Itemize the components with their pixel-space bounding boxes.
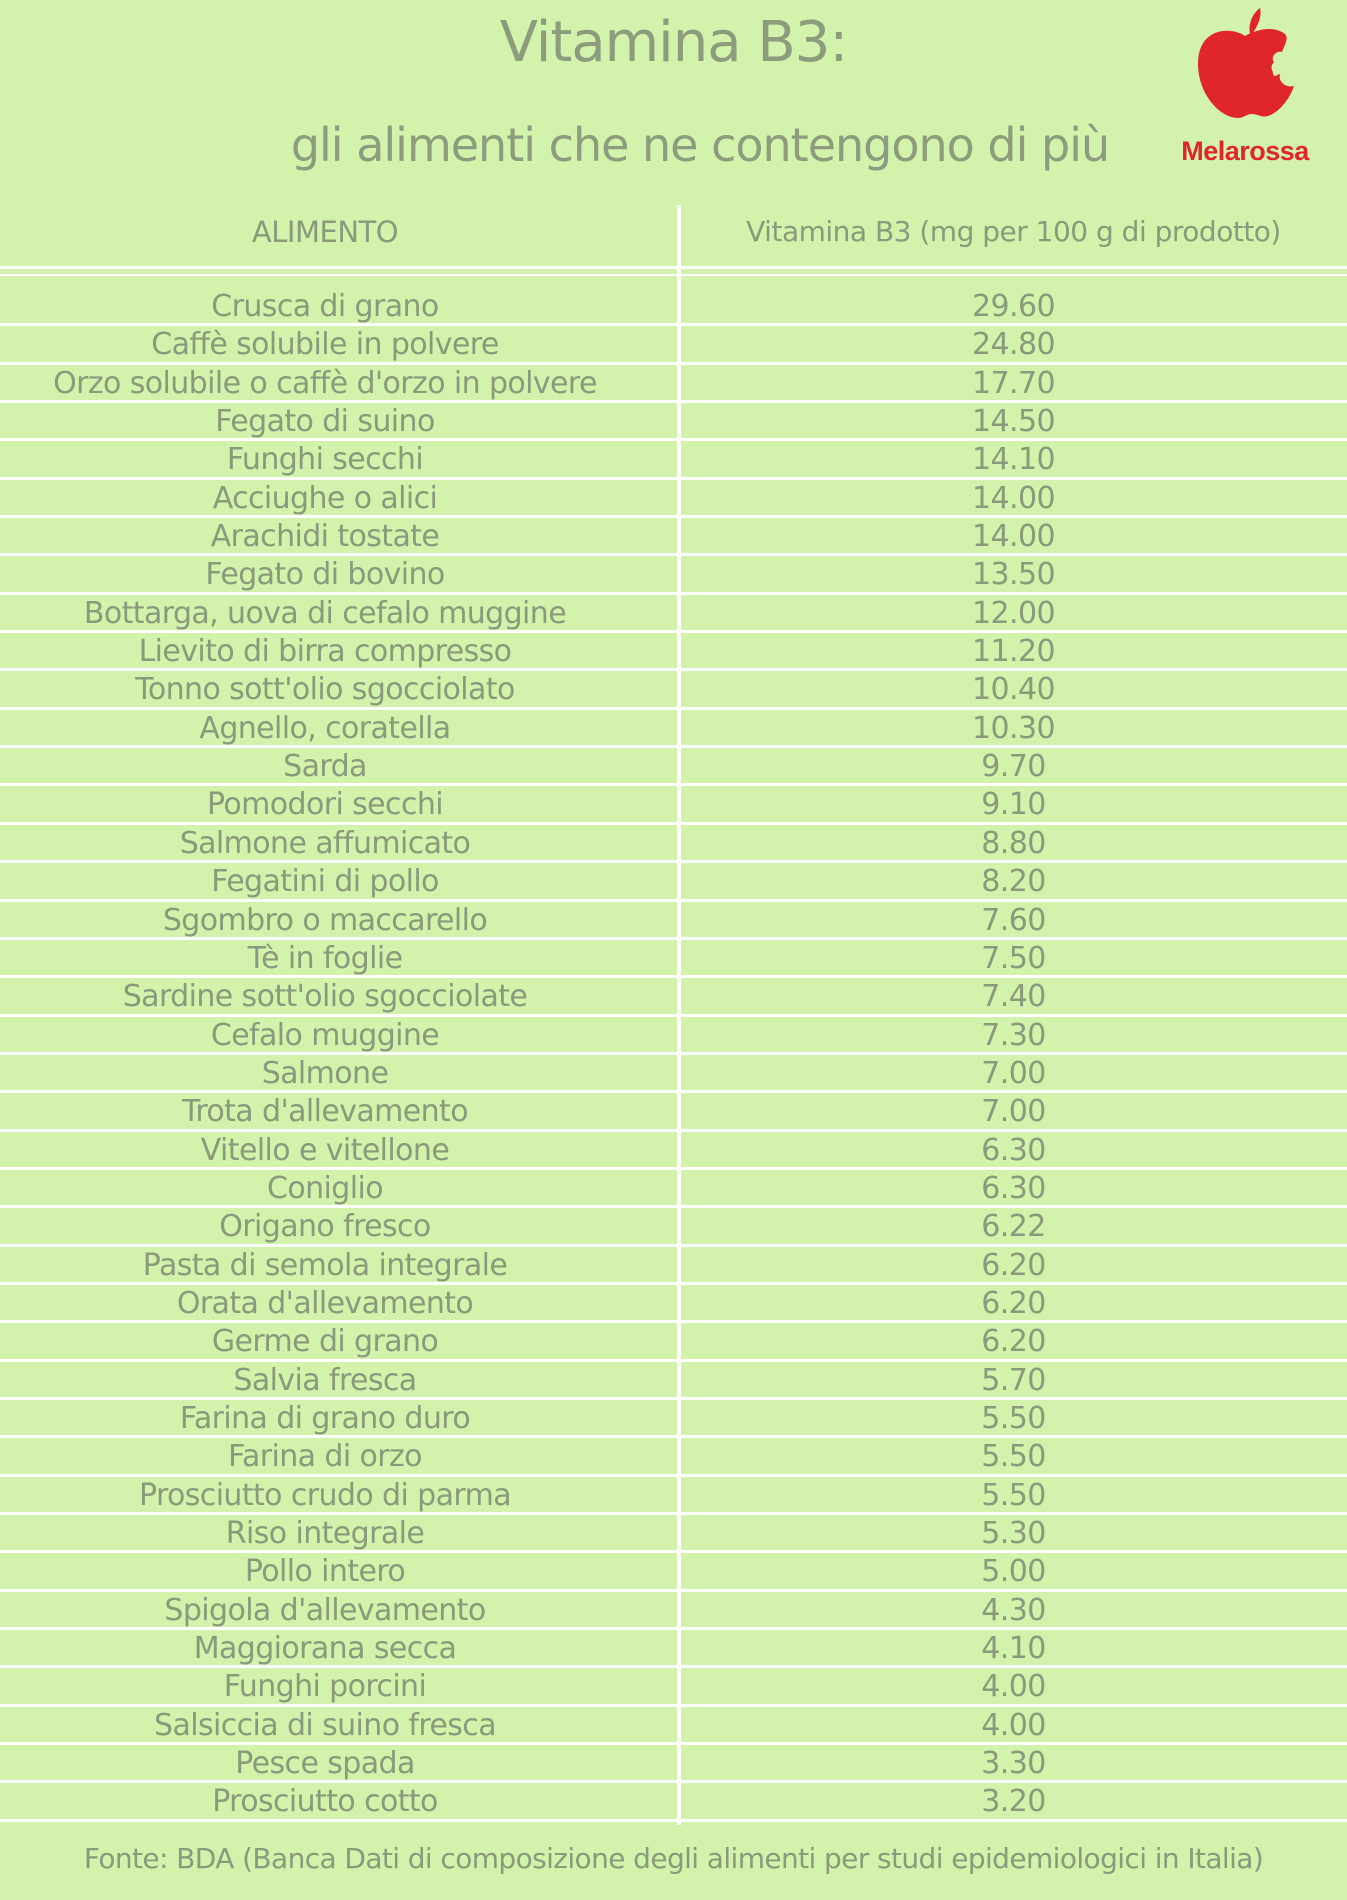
- page-title: Vitamina B3:: [499, 10, 848, 75]
- table-row: [0, 1017, 1347, 1055]
- vitamin-value: 7.60: [981, 902, 1046, 938]
- food-name: Salmone affumicato: [179, 825, 471, 861]
- vitamin-value: 5.70: [981, 1362, 1046, 1398]
- vitamin-value: 6.30: [981, 1132, 1046, 1168]
- vitamin-value: 12.00: [972, 595, 1055, 631]
- table-row: [0, 1515, 1347, 1553]
- table-row: [0, 1400, 1347, 1438]
- header-divider-secondary: [0, 274, 1347, 276]
- vitamin-value: 7.40: [981, 979, 1046, 1015]
- food-name: Pasta di semola integrale: [142, 1247, 508, 1283]
- vitamin-value: 14.00: [972, 519, 1055, 555]
- table-row: [0, 556, 1347, 594]
- table-row: [0, 1285, 1347, 1323]
- food-name: Orzo solubile o caffè d'orzo in polvere: [53, 365, 597, 401]
- food-name: Riso integrale: [225, 1516, 425, 1551]
- food-name: Spigola d'allevamento: [164, 1592, 486, 1628]
- food-name: Bottarga, uova di cefalo muggine: [83, 595, 567, 631]
- food-name: Arachidi tostate: [210, 519, 440, 555]
- table-row: [0, 633, 1347, 671]
- table-row: [0, 1362, 1347, 1400]
- food-name: Prosciutto crudo di parma: [138, 1477, 511, 1513]
- vitamin-value: 11.20: [972, 634, 1055, 670]
- vitamin-value: 24.80: [972, 327, 1055, 363]
- table-header: [0, 205, 1347, 265]
- food-name: Salmone: [261, 1055, 389, 1091]
- food-name: Lievito di birra compresso: [138, 634, 512, 670]
- vitamin-value: 7.00: [981, 1055, 1046, 1091]
- table-row: [0, 480, 1347, 518]
- table-row: [0, 1592, 1347, 1630]
- vitamin-value: 14.10: [972, 442, 1055, 478]
- vitamin-value: 17.70: [972, 365, 1055, 401]
- column-divider: [677, 205, 681, 1825]
- food-name: Sarda: [283, 749, 367, 785]
- table-row: [0, 1055, 1347, 1093]
- page-subtitle: gli alimenti che ne contengono di più: [290, 118, 1110, 172]
- vitamin-value: 10.40: [972, 672, 1055, 708]
- table-row: [0, 978, 1347, 1016]
- table-row: [0, 940, 1347, 978]
- food-name: Fegatini di pollo: [211, 864, 439, 900]
- food-name: Origano fresco: [219, 1209, 431, 1245]
- food-name: Pollo intero: [244, 1554, 406, 1590]
- brand-name: Melarossa: [1181, 136, 1309, 166]
- vitamin-value: 29.60: [972, 289, 1055, 324]
- food-name: Acciughe o alici: [212, 480, 438, 516]
- food-name: Coniglio: [267, 1170, 383, 1206]
- vitamin-value: 5.50: [981, 1439, 1046, 1475]
- food-name: Farina di orzo: [228, 1439, 422, 1475]
- food-name: Agnello, coratella: [199, 710, 451, 746]
- vitamin-value: 8.80: [981, 825, 1046, 861]
- table-row: [0, 1668, 1347, 1706]
- food-name: Funghi porcini: [223, 1669, 427, 1705]
- food-name: Crusca di grano: [211, 289, 439, 324]
- vitamin-value: 13.50: [972, 557, 1055, 593]
- vitamin-value: 3.30: [981, 1746, 1046, 1782]
- food-name: Germe di grano: [211, 1324, 439, 1360]
- table-row: [0, 288, 1347, 326]
- table-row: [0, 710, 1347, 748]
- table-row: [0, 1247, 1347, 1285]
- table-body: [0, 288, 1347, 1822]
- vitamin-value: 5.00: [981, 1554, 1046, 1590]
- food-name: Tè in foglie: [247, 940, 403, 976]
- table-row: [0, 441, 1347, 479]
- food-name: Prosciutto cotto: [212, 1784, 438, 1820]
- vitamin-value: 5.50: [981, 1477, 1046, 1513]
- table-row: [0, 825, 1347, 863]
- vitamin-value: 7.50: [981, 940, 1046, 976]
- table-row: [0, 1707, 1347, 1745]
- table-row: [0, 1132, 1347, 1170]
- food-name: Cefalo muggine: [210, 1017, 440, 1053]
- food-name: Maggiorana secca: [193, 1631, 457, 1667]
- vitamin-value: 8.20: [981, 864, 1046, 900]
- vitamin-value: 6.20: [981, 1285, 1046, 1321]
- vitamin-value: 4.30: [981, 1592, 1046, 1628]
- food-name: Orata d'allevamento: [176, 1285, 474, 1321]
- table-row: [0, 786, 1347, 824]
- melarossa-logo[interactable]: [1160, 6, 1330, 166]
- food-name: Caffè solubile in polvere: [151, 327, 499, 363]
- food-name: Tonno sott'olio sgocciolato: [135, 672, 515, 708]
- vitamin-value: 6.20: [981, 1324, 1046, 1360]
- vitamin-value: 4.00: [981, 1669, 1046, 1705]
- table-row: [0, 1745, 1347, 1783]
- food-name: Salvia fresca: [233, 1362, 417, 1398]
- table-row: [0, 403, 1347, 441]
- source-note: Fonte: BDA (Banca Dati di composizione degli alimenti per studi epidemiologici in Italia): [83, 1842, 1264, 1875]
- apple-icon: [1190, 6, 1300, 126]
- table-row: [0, 1783, 1347, 1821]
- table-row: [0, 326, 1347, 364]
- food-name: Pomodori secchi: [207, 787, 443, 823]
- table-row: [0, 671, 1347, 709]
- vitamin-value: 7.30: [981, 1017, 1046, 1053]
- header-divider: [0, 266, 1347, 269]
- column-header-vitamin: Vitamina B3 (mg per 100 g di prodotto): [746, 215, 1281, 248]
- vitamin-value: 14.00: [972, 480, 1055, 516]
- food-name: Salsiccia di suino fresca: [154, 1707, 496, 1743]
- vitamin-value: 9.10: [981, 787, 1046, 823]
- vitamin-value: 3.20: [981, 1784, 1046, 1820]
- table-row: [0, 863, 1347, 901]
- table-row: [0, 595, 1347, 633]
- food-name: Vitello e vitellone: [200, 1132, 450, 1168]
- column-header-food: ALIMENTO: [251, 215, 399, 249]
- food-name: Farina di grano duro: [179, 1400, 471, 1436]
- table-row: [0, 902, 1347, 940]
- vitamin-value: 5.50: [981, 1400, 1046, 1436]
- food-name: Sgombro o maccarello: [162, 902, 488, 938]
- food-name: Pesce spada: [235, 1746, 415, 1782]
- table-row: [0, 365, 1347, 403]
- food-name: Fegato di suino: [215, 404, 435, 440]
- table-row: [0, 1093, 1347, 1131]
- vitamin-value: 6.20: [981, 1247, 1046, 1283]
- table-row: [0, 1208, 1347, 1246]
- vitamin-value: 14.50: [972, 404, 1055, 440]
- table-row: [0, 518, 1347, 556]
- table-row: [0, 1323, 1347, 1361]
- food-name: Fegato di bovino: [205, 557, 445, 593]
- vitamin-value: 5.30: [981, 1516, 1046, 1551]
- table-row: [0, 1553, 1347, 1591]
- vitamin-value: 10.30: [972, 710, 1055, 746]
- vitamin-value: 4.10: [981, 1631, 1046, 1667]
- table-row: [0, 748, 1347, 786]
- vitamin-value: 9.70: [981, 749, 1046, 785]
- table-row: [0, 1438, 1347, 1476]
- food-name: Trota d'allevamento: [182, 1094, 468, 1130]
- table-row: [0, 1170, 1347, 1208]
- food-name: Sardine sott'olio sgocciolate: [122, 979, 528, 1015]
- table-row: [0, 1477, 1347, 1515]
- vitamin-value: 6.22: [981, 1209, 1046, 1245]
- vitamin-value: 7.00: [981, 1094, 1046, 1130]
- vitamin-value: 4.00: [981, 1707, 1046, 1743]
- table-row: [0, 1630, 1347, 1668]
- vitamin-value: 6.30: [981, 1170, 1046, 1206]
- food-name: Funghi secchi: [226, 442, 424, 478]
